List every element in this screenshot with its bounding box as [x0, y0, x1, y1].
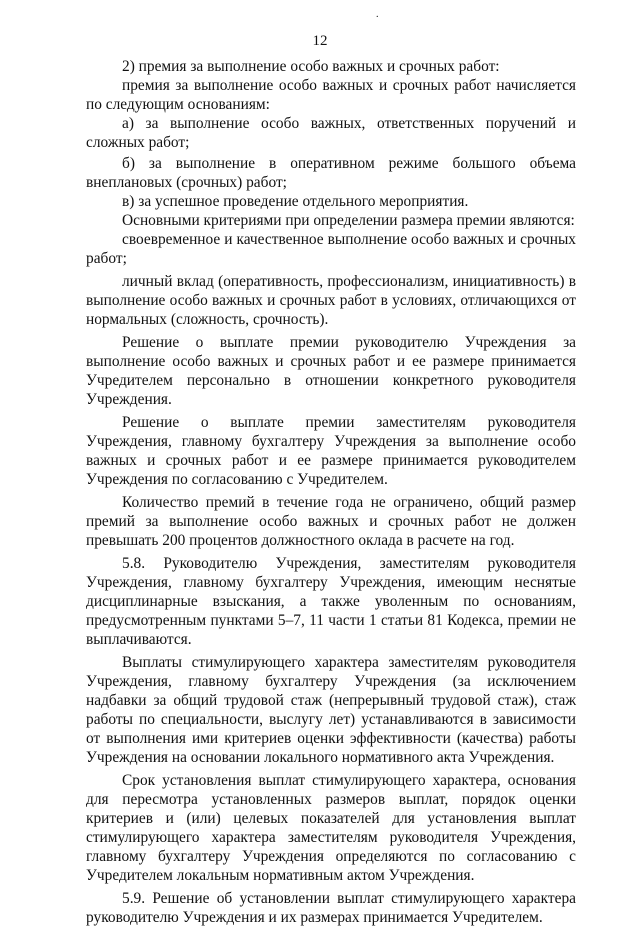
paragraph: личный вклад (оперативность, профессионализм, инициативность) в выполнение особо важных и срочных работ в условиях, отличающихся от нормальных (сложность, срочность). [86, 273, 576, 328]
top-mark: . [376, 9, 379, 20]
paragraph: Количество премий в течение года не ограничено, общий размер премий за выполнение особо важных и срочных работ не должен превышать 200 процентов должностного оклада в расчете на год. [86, 494, 576, 549]
paragraph: 5.8. Руководителю Учреждения, заместителям руководителя Учреждения, главному бухгалтеру Учреждения, имеющим неснятые дисциплинарные взыскания, а также уволенным по основаниям, предусмотренным пунктами 5–7, 11 части 1 статьи 81 Кодекса, премии не выплачиваются. [86, 555, 576, 648]
paragraph: премия за выполнение особо важных и срочных работ начисляется по следующим основаниям: [86, 77, 576, 113]
paragraph: б) за выполнение в оперативном режиме большого объема внеплановых (срочных) работ; [86, 155, 576, 191]
paragraph: Выплаты стимулирующего характера заместителям руководителя Учреждения, главному бухгалтеру Учреждения (за исключением надбавки за общий трудовой стаж (непрерывный трудовой стаж), стаж работы по специальности, выслугу лет) устанавливаются в зависимости от выполнения ими критериев оценки эффективности (качества) работы Учреждения на основании локального нормативного акта Учреждения. [86, 654, 576, 766]
paragraph: а) за выполнение особо важных, ответственных поручений и сложных работ; [86, 115, 576, 151]
paragraph: в) за успешное проведение отдельного мероприятия. [122, 193, 469, 210]
paragraph: своевременное и качественное выполнение особо важных и срочных работ; [86, 231, 576, 267]
document-body [86, 57, 576, 927]
paragraph: 2) премия за выполнение особо важных и срочных работ: [122, 58, 500, 75]
paragraph: Решение о выплате премии руководителю Учреждения за выполнение особо важных и срочных работ и ее размере принимается Учредителем персонально в отношении конкретного руководителя Учреждения. [86, 334, 576, 408]
paragraph: Основными критериями при определении размера премии являются: [122, 212, 575, 229]
paragraph: Срок установления выплат стимулирующего характера, основания для пересмотра установленных размеров выплат, порядок оценки критериев и (или) целевых показателей для установления выплат стимулирующего характера заместителям руководителя Учреждения, главному бухгалтеру Учреждения определяются по согласованию с Учредителем локальным нормативным актом Учреждения. [86, 772, 576, 884]
page-number: 12 [312, 33, 328, 49]
paragraph: Решение о выплате премии заместителям руководителя Учреждения, главному бухгалтеру Учреждения за выполнение особо важных и срочных работ и ее размере принимается руководителем Учреждения по согласованию с Учредителем. [86, 414, 576, 488]
paragraph: 5.9. Решение об установлении выплат стимулирующего характера руководителю Учреждения и их размерах принимается Учредителем. [86, 890, 576, 926]
